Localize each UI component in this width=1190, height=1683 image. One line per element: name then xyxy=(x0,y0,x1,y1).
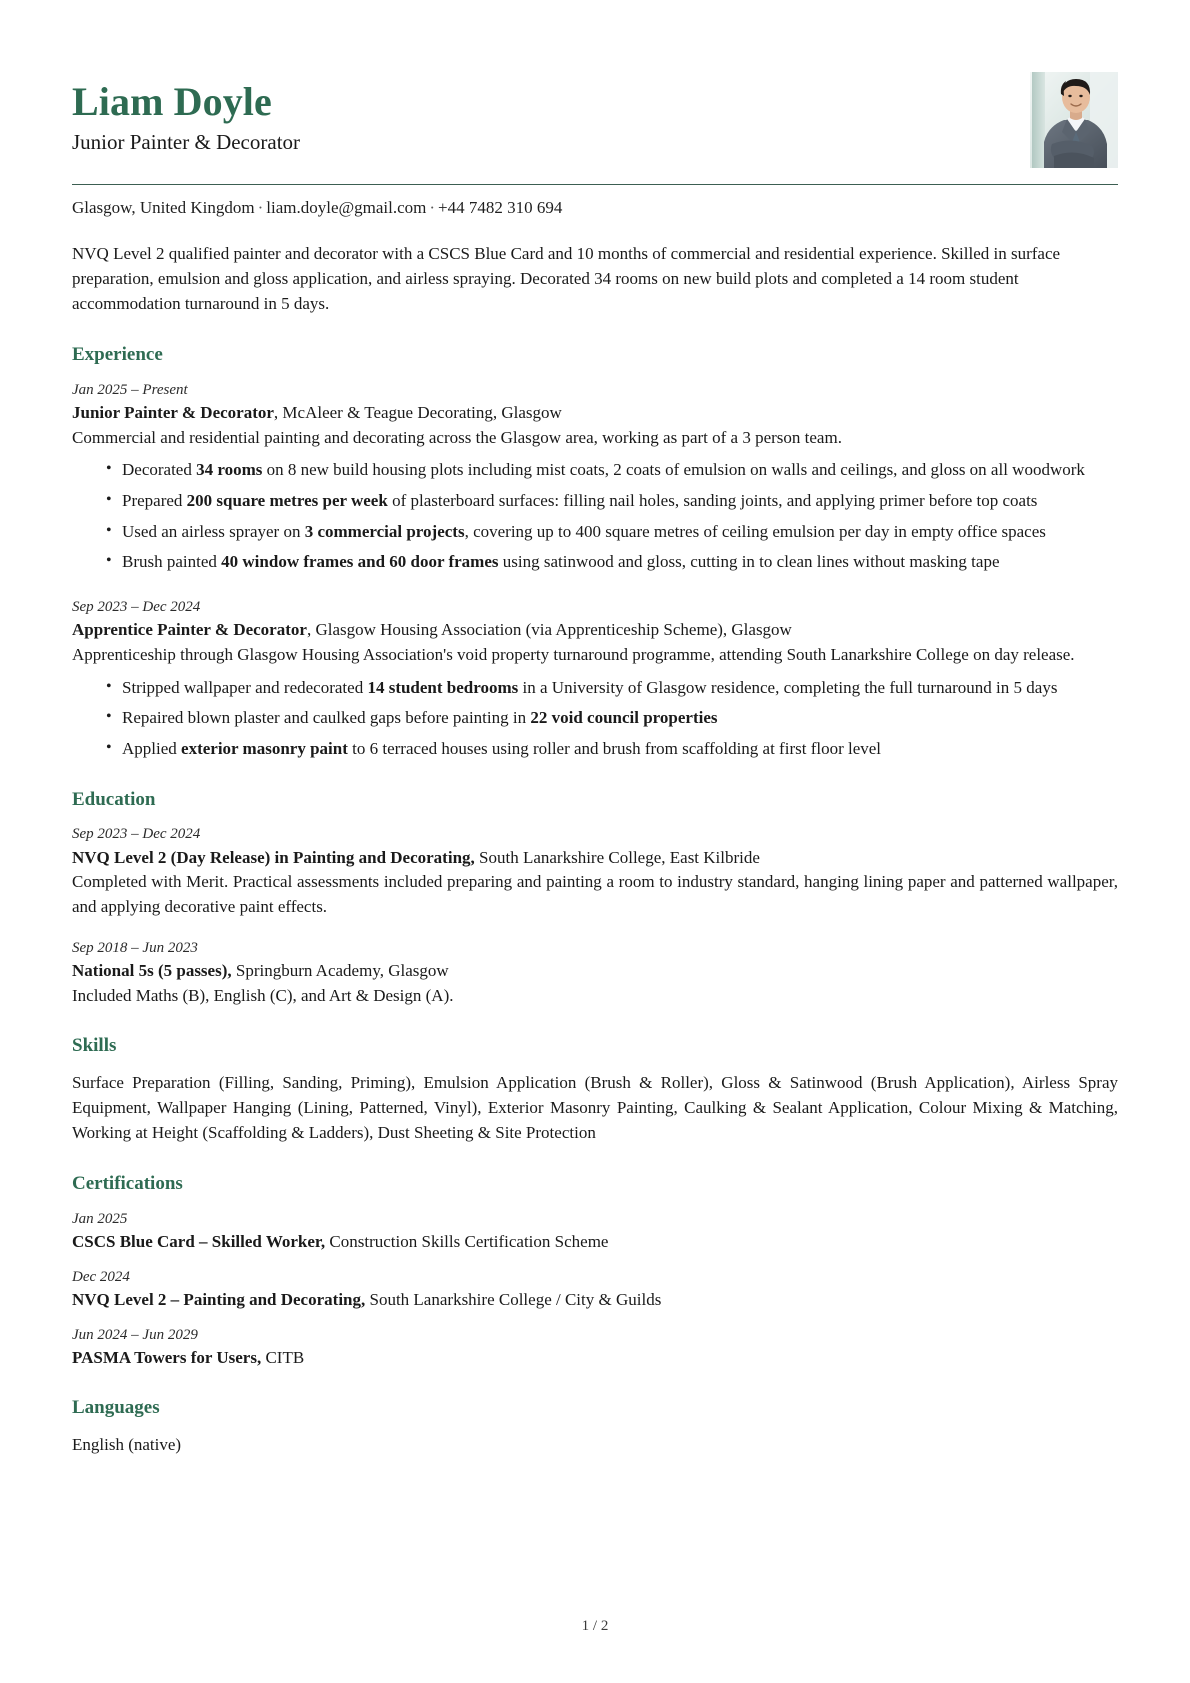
contact-phone[interactable]: +44 7482 310 694 xyxy=(438,198,563,217)
entry-heading xyxy=(72,959,1118,983)
contact-location: Glasgow, United Kingdom xyxy=(72,198,255,217)
bullet-highlight: 22 void council properties xyxy=(530,708,718,728)
bullet-post: in a University of Glasgow residence, completing the full turnaround in 5 days xyxy=(518,677,1058,697)
entry-meta: CITB xyxy=(261,1348,305,1368)
education-entry xyxy=(72,938,1118,1009)
bullet-pre: Applied xyxy=(122,738,182,758)
bullet-highlight: 34 rooms xyxy=(196,460,263,480)
section-heading-education: Education xyxy=(72,788,156,810)
section-certifications xyxy=(72,1173,1118,1370)
entry-role: CSCS Blue Card – Skilled Worker, xyxy=(72,1232,326,1252)
contact-separator-1: · xyxy=(257,198,264,217)
bullet-highlight: 200 square metres per week xyxy=(186,491,388,511)
entry-heading xyxy=(72,1288,1118,1312)
certification-entry xyxy=(72,1209,1118,1254)
entry-date: Sep 2023 – Dec 2024 xyxy=(72,826,201,843)
entry-heading xyxy=(72,846,1118,870)
bullet-pre: Prepared xyxy=(122,491,187,511)
bullet-post: using satinwood and gloss, cutting in to clean lines without masking tape xyxy=(498,552,1000,572)
entry-role: NVQ Level 2 (Day Release) in Painting and Decorating, xyxy=(72,847,475,867)
professional-summary: NVQ Level 2 qualified painter and decorator with a CSCS Blue Card and 10 months of commercial and residential experience. Skilled in surface preparation, emulsion and gloss application, and airless spraying. Decorated 34 rooms on new build plots and completed a 14 room student accommodation turnaround in 5 days. xyxy=(72,243,1061,313)
entry-description: Included Maths (B), English (C), and Art & Design (A). xyxy=(72,985,454,1005)
entry-meta: , Glasgow Housing Association (via Apprenticeship Scheme), Glasgow xyxy=(306,620,792,640)
entry-description: Commercial and residential painting and decorating across the Glasgow area, working as part of a 3 person team. xyxy=(72,427,842,447)
entry-meta: South Lanarkshire College, East Kilbride xyxy=(474,847,760,867)
section-heading-skills: Skills xyxy=(72,1035,117,1057)
contact-separator-2: · xyxy=(429,198,436,217)
languages-list: English (native) xyxy=(72,1434,182,1454)
entry-date: Jan 2025 – Present xyxy=(72,381,188,398)
resume-header xyxy=(72,56,1118,168)
header-divider xyxy=(72,184,1118,185)
entry-meta: , McAleer & Teague Decorating, Glasgow xyxy=(273,402,562,422)
entry-meta: South Lanarkshire College / City & Guilds xyxy=(365,1290,662,1310)
contact-email[interactable]: liam.doyle@gmail.com xyxy=(266,198,427,217)
entry-date: Dec 2024 xyxy=(72,1268,130,1285)
entry-meta: Construction Skills Certification Scheme xyxy=(325,1232,609,1252)
bullet-pre: Brush painted xyxy=(122,552,222,572)
experience-entry xyxy=(72,597,1118,762)
entry-bullet-list xyxy=(72,676,1118,762)
bullet-highlight: 40 window frames and 60 door frames xyxy=(221,552,499,572)
list-item xyxy=(106,458,1118,483)
entry-description: Apprenticeship through Glasgow Housing Association's void property turnaround programme, attending South Lanarkshire College on day release. xyxy=(72,644,1075,664)
experience-entry xyxy=(72,380,1118,575)
list-item xyxy=(106,737,1118,762)
bullet-post: on 8 new build housing plots including mist coats, 2 coats of emulsion on walls and ceilings, and gloss on all woodwork xyxy=(262,460,1085,480)
bullet-highlight: 14 student bedrooms xyxy=(367,677,519,697)
certification-entry xyxy=(72,1267,1118,1312)
list-item xyxy=(106,676,1118,701)
header-text-block xyxy=(72,70,1030,155)
list-item xyxy=(106,489,1118,514)
section-heading-languages: Languages xyxy=(72,1397,160,1419)
entry-bullet-list xyxy=(72,458,1118,575)
certification-entry xyxy=(72,1325,1118,1370)
education-entry xyxy=(72,824,1118,919)
entry-heading xyxy=(72,1230,1118,1254)
entry-heading xyxy=(72,401,1118,425)
bullet-highlight: 3 commercial projects xyxy=(304,521,465,541)
skills-list: Surface Preparation (Filling, Sanding, Priming), Emulsion Application (Brush & Roller), Gloss & Satinwood (Brush Application), Airless Spray Equipment, Wallpaper Hanging (Lining, Patterned, Vinyl), Exterior Masonry Painting, Caulking & Sealant Application, Colour Mixing & Matching, Working at Height (Scaffolding & Ladders), Dust Sheeting & Site Protection xyxy=(72,1073,1118,1143)
section-languages xyxy=(72,1397,1118,1457)
list-item xyxy=(106,706,1118,731)
entry-date: Sep 2018 – Jun 2023 xyxy=(72,939,198,956)
entry-role: National 5s (5 passes), xyxy=(72,960,232,980)
entry-heading xyxy=(72,1346,1118,1370)
entry-role: Apprentice Painter & Decorator xyxy=(72,620,307,640)
job-title: Junior Painter & Decorator xyxy=(72,130,301,154)
section-heading-certifications: Certifications xyxy=(72,1173,183,1195)
entry-date: Jan 2025 xyxy=(72,1210,128,1227)
section-skills xyxy=(72,1035,1118,1146)
page-title: Liam Doyle xyxy=(72,79,272,124)
bullet-post: of plasterboard surfaces: filling nail holes, sanding joints, and applying primer before top coats xyxy=(387,491,1038,511)
entry-date: Jun 2024 – Jun 2029 xyxy=(72,1327,198,1343)
section-education xyxy=(72,789,1118,1009)
section-experience xyxy=(72,344,1118,762)
entry-role: Junior Painter & Decorator xyxy=(72,402,274,422)
bullet-pre: Used an airless sprayer on xyxy=(122,521,305,541)
entry-description: Completed with Merit. Practical assessments included preparing and painting a room to industry standard, hanging lining paper and patterned wallpaper, and applying decorative paint effects. xyxy=(72,872,1118,917)
bullet-pre: Repaired blown plaster and caulked gaps before painting in xyxy=(122,708,531,728)
entry-heading xyxy=(72,618,1118,642)
section-heading-experience: Experience xyxy=(72,343,163,365)
bullet-highlight: exterior masonry paint xyxy=(181,738,348,758)
bullet-post: , covering up to 400 square metres of ceiling emulsion per day in empty office spaces xyxy=(464,521,1046,541)
bullet-post: to 6 terraced houses using roller and brush from scaffolding at first floor level xyxy=(347,738,882,758)
list-item xyxy=(106,550,1118,575)
bullet-pre: Stripped wallpaper and redecorated xyxy=(122,677,368,697)
list-item xyxy=(106,520,1118,545)
bullet-pre: Decorated xyxy=(122,460,197,480)
contact-line xyxy=(72,197,1118,220)
page-footer xyxy=(0,1618,1190,1635)
avatar xyxy=(1030,72,1118,168)
entry-role: NVQ Level 2 – Painting and Decorating, xyxy=(72,1290,366,1310)
entry-date: Sep 2023 – Dec 2024 xyxy=(72,598,201,615)
portrait-photo-icon xyxy=(1030,72,1118,168)
entry-meta: Springburn Academy, Glasgow xyxy=(231,960,449,980)
entry-role: PASMA Towers for Users, xyxy=(72,1348,262,1368)
page-indicator: 1 / 2 xyxy=(581,1618,609,1634)
